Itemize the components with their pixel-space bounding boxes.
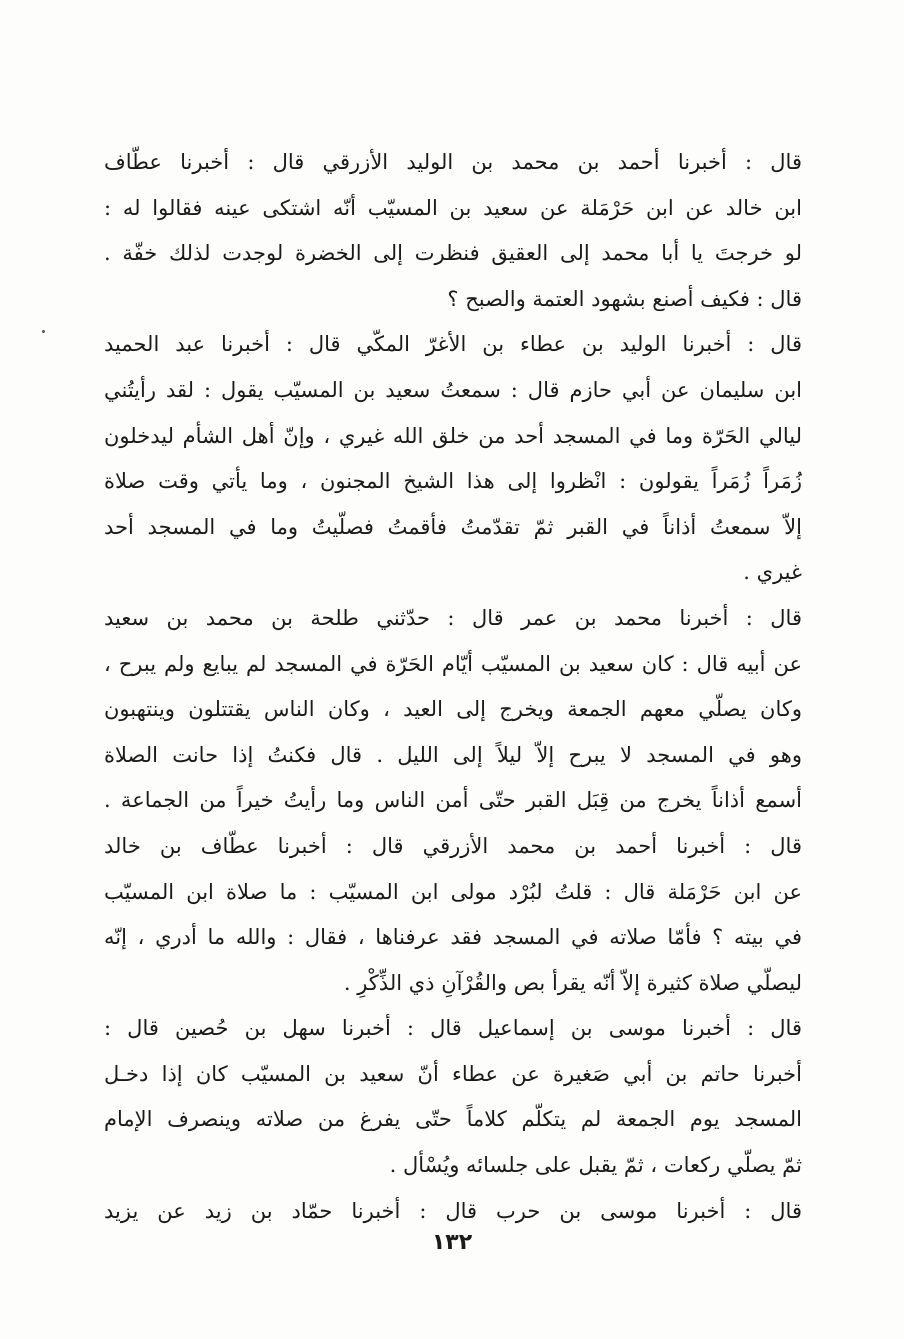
text-line: قال : فكيف أصنع بشهود العتمة والصبح ؟ [447, 286, 802, 311]
paper-speck [42, 330, 45, 333]
text-line: وكان يصلّي معهم الجمعة ويخرج إلى العيد ، وكان الناس يقتتلون وينتهبون [104, 697, 802, 722]
text-line: إلاّ سمعتُ أذاناً في القبر ثمّ تقدّمتُ فأقمتُ فصلّيتُ وما في المسجد أحد [104, 514, 802, 539]
text-line: ابن سليمان عن أبي حازم قال : سمعتُ سعيد بن المسيّب يقول : لقد رأيتُني [104, 377, 802, 402]
text-line: لو خرجتَ يا أبا محمد إلى العقيق فنظرت إلى الخضرة لوجدت لذلك خفّة . [104, 241, 802, 266]
text-line: في بيته ؟ فأمّا صلاته في المسجد فقد عرفناها ، فقال : والله ما أدري ، إنّه [104, 925, 802, 950]
text-line: أسمع أذاناً يخرج من قِبَل القبر حتّى أمن الناس وما رأيتُ خيراً من الجماعة . [104, 788, 802, 813]
text-line: ليالي الحَرّة وما في المسجد أحد من خلق الله غيري ، وإنّ أهل الشأم ليدخلون [104, 423, 802, 448]
text-line: وهو في المسجد لا يبرح إلاّ ليلاً إلى الليل . قال فكنتُ إذا حانت الصلاة [104, 742, 802, 767]
text-line: ليصلّي صلاة كثيرة إلاّ أنّه يقرأ بص والقُرْآنِ ذي الذِّكْرِ . [343, 970, 802, 995]
body-text [104, 140, 802, 1234]
text-line: قال : أخبرنا موسى بن حرب قال : أخبرنا حمّاد بن زيد عن يزيد [104, 1198, 802, 1223]
text-line: قال : أخبرنا أحمد بن محمد بن الوليد الأزرقي قال : أخبرنا عطّاف [104, 150, 802, 174]
text-line: غيري . [743, 560, 802, 585]
text-line: ثمّ يصلّي ركعات ، ثمّ يقبل على جلسائه ويُسْأل . [389, 1153, 802, 1178]
text-line: زُمَراً زُمَراً يقولون : انْظروا إلى هذا الشيخ المجنون ، وما يأتي وقت صلاة [104, 469, 802, 494]
text-line: قال : أخبرنا محمد بن عمر قال : حدّثني طلحة بن محمد بن سعيد [104, 605, 802, 630]
text-line: ابن خالد عن ابن حَرْمَلة عن سعيد بن المسيّب أنّه اشتكى عينه فقالوا له : [104, 195, 802, 220]
text-line: قال : أخبرنا الوليد بن عطاء بن الأغرّ المكّي قال : أخبرنا عبد الحميد [104, 332, 802, 357]
text-line: أخبرنا حاتم بن أبي صَغيرة عن عطاء أنّ سعيد بن المسيّب كان إذا دخـل [104, 1061, 802, 1086]
text-line: قال : أخبرنا موسى بن إسماعيل قال : أخبرنا سهل بن حُصين قال : [104, 1016, 802, 1041]
text-line: عن أبيه قال : كان سعيد بن المسيّب أيّام الحَرّة في المسجد لم يبايع ولم يبرح ، [104, 651, 802, 676]
text-line: المسجد يوم الجمعة لم يتكلّم كلاماً حتّى يفرغ من صلاته وينصرف الإمام [104, 1107, 802, 1132]
text-line: عن ابن حَرْمَلة قال : قلتُ لبُرْد مولى ابن المسيّب : ما صلاة ابن المسيّب [104, 879, 802, 904]
page-number: ١٣٢ [431, 1230, 473, 1255]
text-line: قال : أخبرنا أحمد بن محمد الأزرقي قال : أخبرنا عطّاف بن خالد [104, 833, 802, 858]
